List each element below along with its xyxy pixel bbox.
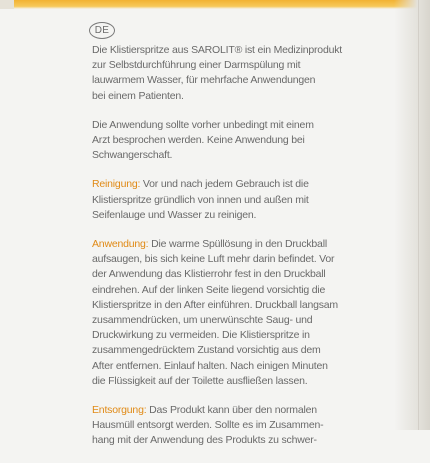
section-heading-usage: Anwendung: (92, 238, 149, 251)
text-line: Arzt besprochen werden. Keine Anwendung bei (92, 134, 305, 147)
text-line: Hausmüll entsorgt werden. Sollte es im Zusammen- (92, 419, 324, 432)
text-line (92, 403, 354, 418)
text-line: Klistierspritze gründlich von innen und außen mit (92, 193, 309, 206)
text-line (92, 237, 354, 252)
text-line: After entfernen. Einlauf halten. Nach einigen Minuten (92, 359, 328, 372)
text-line: zusammengedrücktem Zustand vorsichtig aus dem (92, 344, 321, 357)
text-line: die Flüssigkeit auf der Toilette ausfließen lassen. (92, 374, 308, 387)
section-heading-cleaning: Reinigung: (92, 178, 141, 191)
text-line: Seifenlauge und Wasser zu reinigen. (92, 208, 257, 221)
text-line: zusammendrücken, um unerwünschte Saug- und (92, 314, 313, 327)
text-line: Klistierspritze in den After einführen. Druckball langsam (92, 298, 338, 311)
text-line: aufsaugen, bis sich keine Luft mehr darin befindet. Vor (92, 253, 335, 266)
paragraph-intro (92, 43, 354, 104)
text-line-rest: Das Produkt kann über den normalen (146, 404, 317, 417)
paragraph-disposal (92, 403, 354, 449)
paragraph-warning (92, 118, 354, 164)
text-line (92, 177, 354, 192)
section-heading-disposal: Entsorgung: (92, 404, 147, 417)
orange-top-band (0, 0, 430, 9)
text-line: Schwangerschaft. (92, 149, 173, 162)
text-line: Die Klistierspritze aus SAROLIT® ist ein Medizinprodukt (92, 44, 342, 56)
text-line: der Anwendung das Klistierrohr fest in den Druckball (92, 268, 326, 281)
text-line: zur Selbstdurchführung einer Darmspülung mit (92, 59, 301, 72)
text-line: Die Anwendung sollte vorher unbedingt mit einem (92, 118, 314, 131)
paper-fold-shadow (394, 0, 430, 430)
paragraph-usage (92, 237, 354, 389)
paragraph-cleaning (92, 177, 354, 223)
leaflet-text (92, 43, 354, 463)
text-line: hang mit der Anwendung des Produkts zu schwer- (92, 434, 317, 447)
language-badge: DE (89, 22, 115, 39)
text-line-rest: Die warme Spüllösung in den Druckball (148, 238, 327, 251)
text-line: lauwarmem Wasser, für mehrfache Anwendungen (92, 74, 316, 87)
text-line: bei einem Patienten. (92, 89, 184, 102)
text-line: Druckwirkung zu vermeiden. Die Klistierspritze in (92, 329, 310, 342)
text-line: eindrehen. Auf der linken Seite liegend vorsichtig die (92, 283, 326, 296)
text-line-rest: Vor und nach jedem Gebrauch ist die (140, 178, 309, 191)
